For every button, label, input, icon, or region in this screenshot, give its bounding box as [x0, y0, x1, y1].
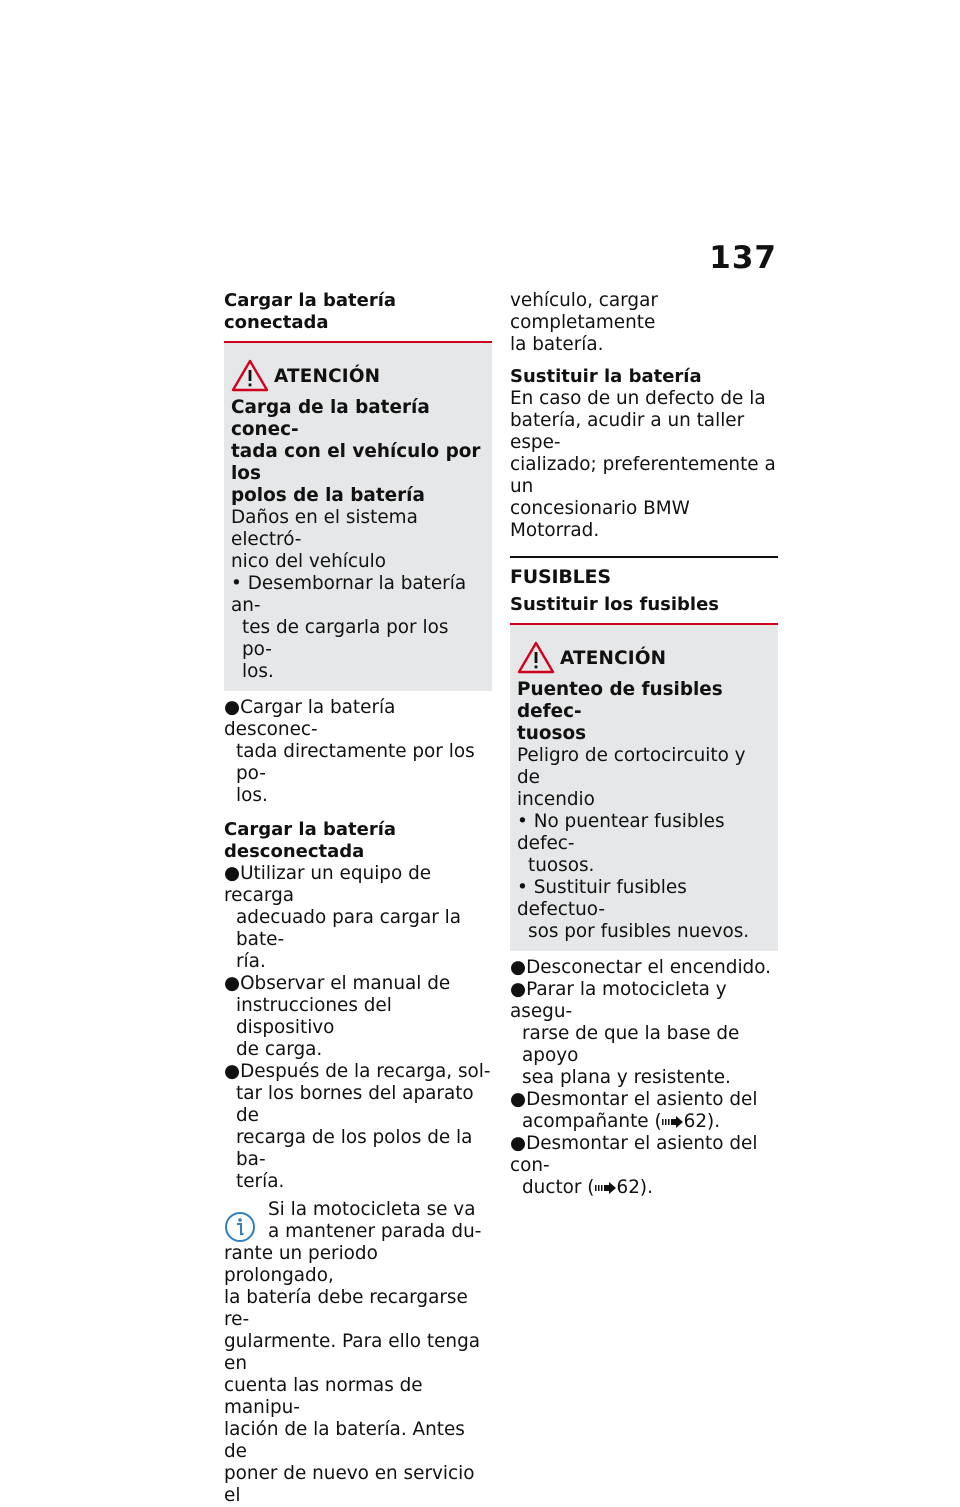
section-divider: [510, 556, 778, 558]
warning-header: [231, 359, 484, 393]
warning-title: [231, 397, 484, 507]
warning-action: • No puentear fusibles defec- tuosos. • Sustituir fusibles defectuo- sos por fusibles nuevos.: [517, 811, 750, 942]
warning-description: [231, 507, 484, 573]
list-item: ●Parar la motocicleta y asegu- rarse de que la base de apoyo sea plana y resistente.: [510, 979, 740, 1088]
warning-label: ATENCIÓN: [560, 648, 667, 669]
info-note: Si la motocicleta se va a mantener parada du- rante un periodo prolongado, la batería debe recargarse re- gularmente. Para ello tenga en cuenta las normas de manipu- lación de la batería. Antes de poner de nuevo en servicio el: [224, 1199, 482, 1506]
warning-desc-line: Daños en el sistema electró-: [231, 507, 418, 550]
page-reference[interactable]: 62: [616, 1177, 640, 1198]
warning-title-line: tada con el vehículo por los: [231, 441, 481, 484]
heading-charge-disconnected: Cargar la batería desconectada: [224, 819, 397, 862]
warning-triangle-icon: [231, 359, 269, 392]
warning-label: ATENCIÓN: [274, 366, 381, 387]
list-item: ●Después de la recarga, sol- tar los bornes del aparato de recarga de los polos de la ba- tería.: [224, 1061, 491, 1192]
bullet-charge-disconnected: ●Cargar la batería desconec- tada directamente por los po- los.: [224, 697, 475, 806]
list-item: ●Observar el manual de instrucciones del dispositivo de carga.: [224, 973, 451, 1060]
small-bullet: •: [517, 877, 534, 898]
bullet-dot: ●: [510, 1089, 527, 1110]
continuation-text: vehículo, cargar completamente la batería.: [510, 290, 658, 355]
warning-action: [231, 573, 484, 683]
warning-action-line: tes de cargarla por los po-: [242, 617, 449, 660]
right-column: [510, 290, 778, 1199]
warning-triangle-icon: [517, 641, 555, 674]
page-reference-arrow-icon: [662, 1116, 684, 1128]
bullet-dot: ●: [510, 979, 527, 1000]
heading-replace-fuses: Sustituir los fusibles: [510, 594, 720, 615]
page-number: 137: [709, 240, 777, 276]
list-item: ●Utilizar un equipo de recarga adecuado para cargar la bate- ría.: [224, 863, 462, 972]
warning-title-line: Carga de la batería conec-: [231, 397, 430, 440]
warning-title-line: polos de la batería: [231, 485, 425, 506]
warning-box-connected: [224, 343, 492, 691]
bullet-dot: ●: [510, 957, 527, 978]
warning-desc-line: nico del vehículo: [231, 551, 387, 572]
page-reference-arrow-icon: [595, 1182, 617, 1194]
warning-action-line: • Desembornar la batería an-: [231, 573, 467, 616]
heading-replace-battery: Sustituir la batería: [510, 366, 702, 387]
bullet-dot: ●: [224, 973, 241, 994]
page-reference[interactable]: 62: [683, 1111, 708, 1132]
small-bullet: •: [231, 573, 248, 594]
list-item: ●Desmontar el asiento del con- ductor ( 62).: [510, 1133, 758, 1198]
replace-battery-text: En caso de un defecto de la batería, acudir a un taller espe- cializado; preferentemente a un concesionario BMW Motorrad.: [510, 388, 776, 541]
warning-action-line: los.: [242, 661, 274, 682]
info-icon: [224, 1211, 256, 1243]
bullet-dot: ●: [224, 697, 241, 718]
heading-charge-connected: Cargar la batería conectada: [224, 290, 397, 333]
left-column: [224, 290, 492, 1507]
warning-description: Peligro de cortocircuito y de incendio: [517, 745, 746, 810]
bullet-dot: ●: [224, 1061, 241, 1082]
bullet-dot: ●: [224, 863, 241, 884]
section-title-fuses: FUSIBLES: [510, 566, 611, 588]
bullet-list-disconnected: [224, 863, 492, 1193]
warning-header: [517, 641, 770, 675]
list-item: ●Desmontar el asiento del acompañante ( 62).: [510, 1089, 758, 1132]
warning-title: Puenteo de fusibles defec- tuosos: [517, 679, 723, 744]
bullet-dot: ●: [510, 1133, 527, 1154]
steps-list: [510, 957, 778, 1199]
list-item: ●Desconectar el encendido.: [510, 957, 772, 978]
small-bullet: •: [517, 811, 534, 832]
warning-box-fuses: [510, 625, 778, 951]
